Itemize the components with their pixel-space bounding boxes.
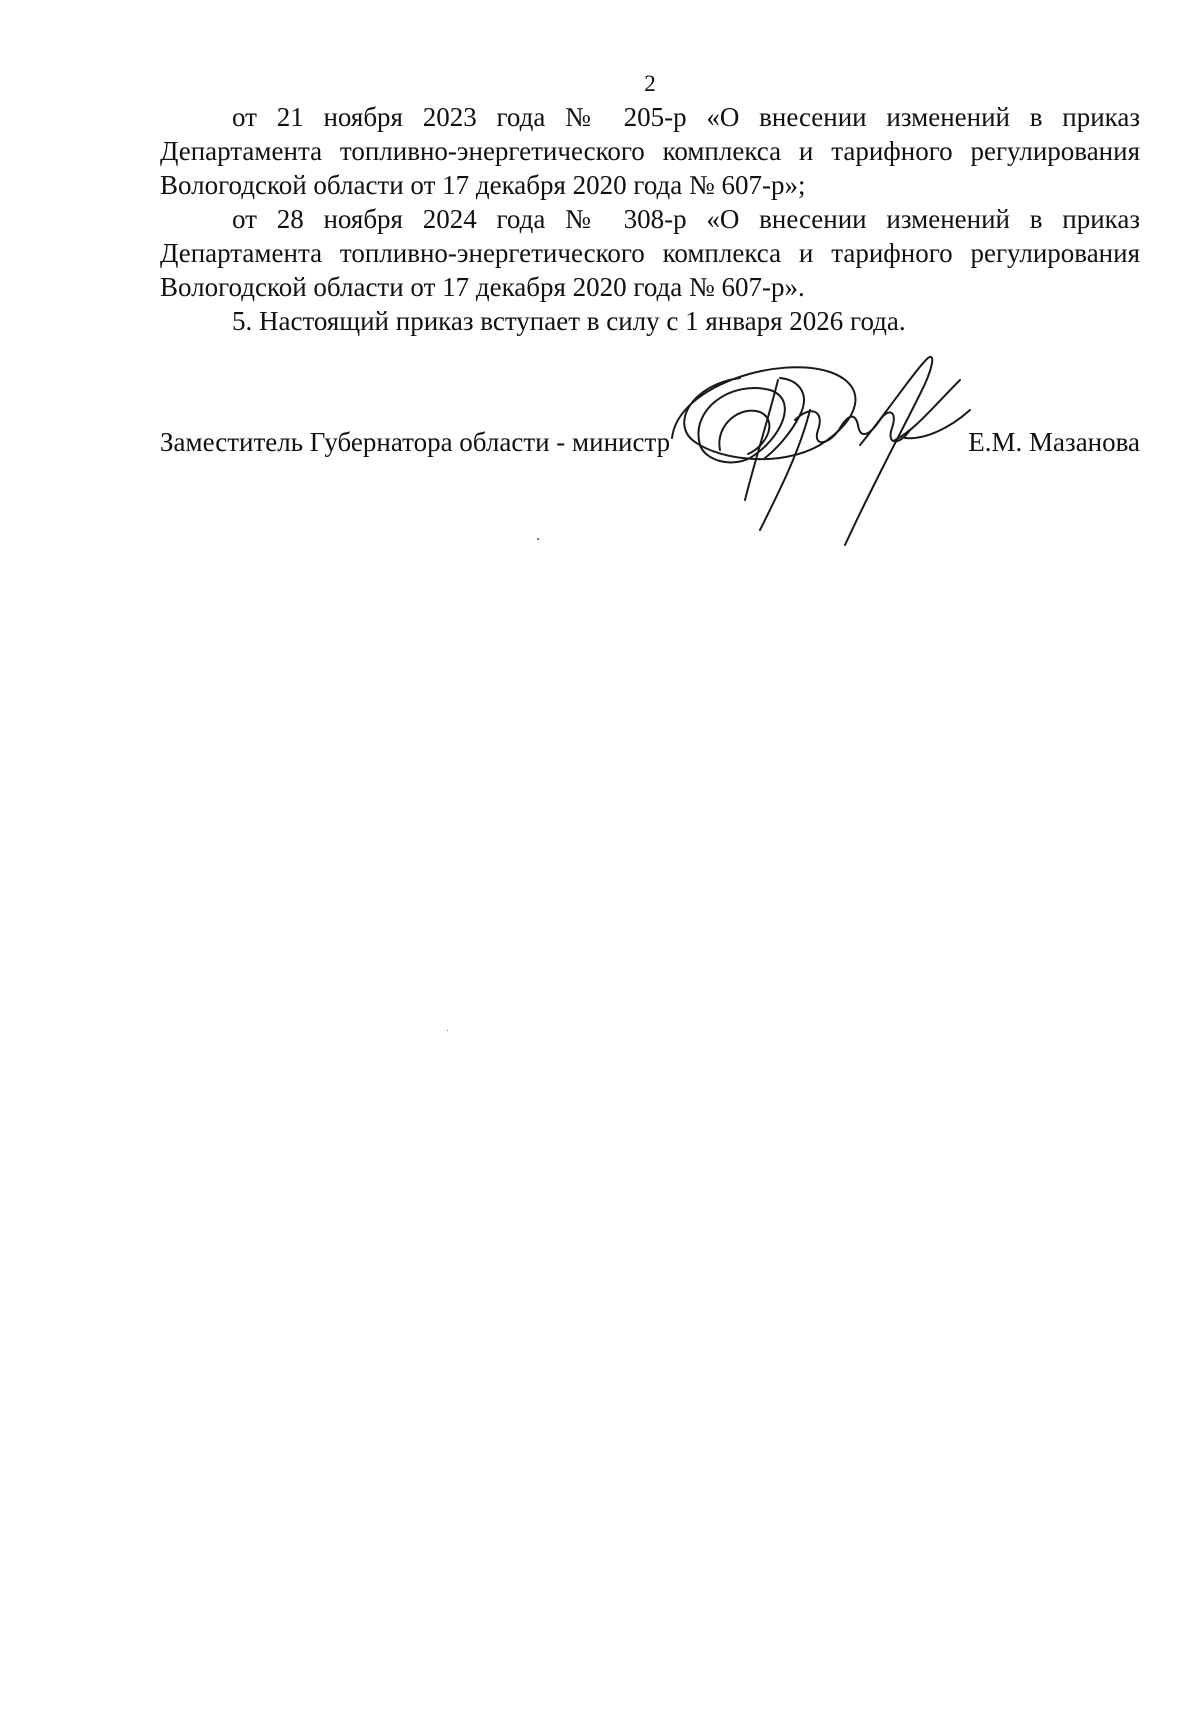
signature-stroke-v [745, 378, 804, 500]
document-body [160, 100, 1140, 338]
scan-speck [537, 538, 539, 540]
signature-letters [795, 411, 910, 442]
signer-position: Заместитель Губернатора области - министр [160, 427, 671, 457]
scan-speck [447, 1030, 448, 1031]
paragraph-order-205: от 21 ноября 2023 года № 205-р «О внесении изменений в приказ Департамента топливно-энергетического комплекса и тарифного регулирования Вологодской области от 17 декабря 2020 года № 607-р»; [160, 102, 1140, 200]
signature-stroke-descender [760, 410, 810, 530]
signature-loop-inner [719, 411, 769, 454]
page-number: 2 [644, 71, 656, 96]
signature-flourish [845, 357, 932, 545]
paragraph-effective-date: 5. Настоящий приказ вступает в силу с 1 января 2026 года. [232, 306, 906, 336]
signature-tail [895, 380, 970, 440]
handwritten-signature [660, 350, 1020, 560]
paragraph-order-308: от 28 ноября 2024 года № 308-р «О внесении изменений в приказ Департамента топливно-энергетического комплекса и тарифного регулирования Вологодской области от 17 декабря 2020 года № 607-р». [160, 204, 1140, 302]
signer-name: Е.М. Мазанова [968, 427, 1140, 457]
